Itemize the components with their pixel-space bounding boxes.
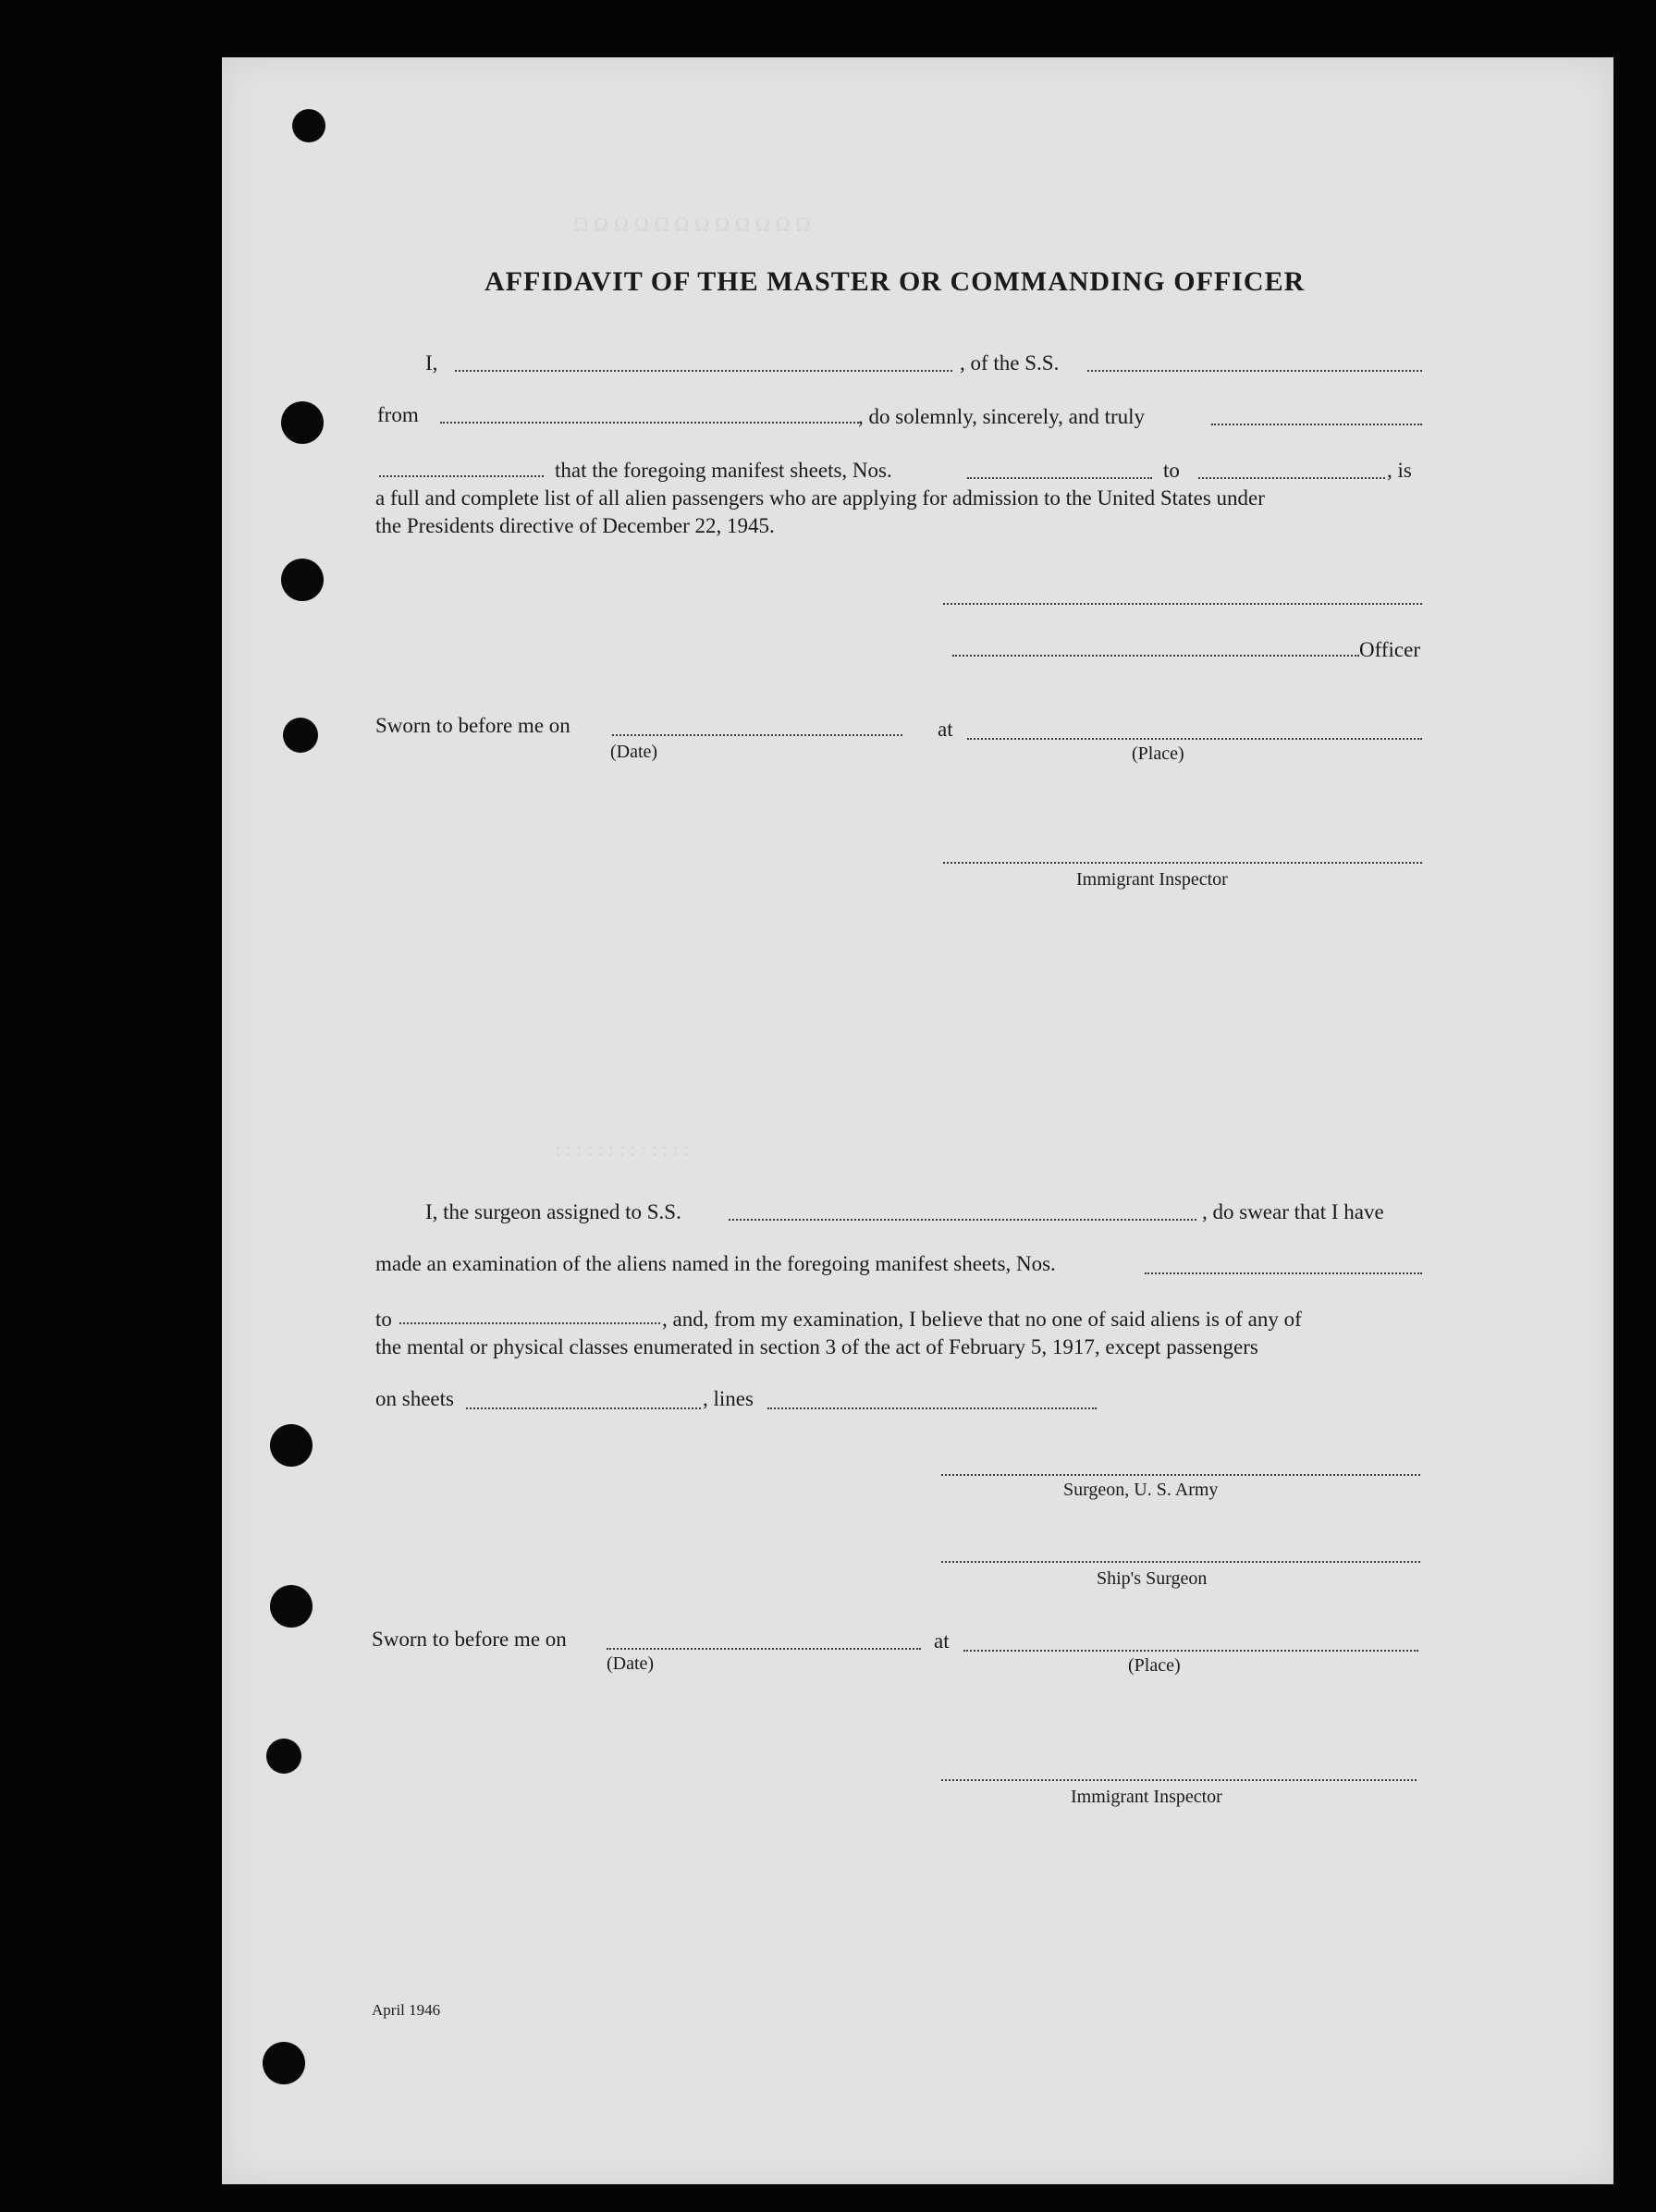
master-sworn-date-field[interactable] [612,734,902,736]
master-sheets-to-field[interactable] [1198,477,1385,479]
master-at-label: at [938,718,953,741]
surgeon-sworn-label: Sworn to before me on [372,1628,567,1651]
master-foregoing-label: that the foregoing manifest sheets, Nos. [555,459,892,482]
document-page [222,57,1613,2184]
punch-hole [292,109,325,142]
bleed-through-mark: : : : : : : : : : : : : : [555,1137,690,1161]
surgeon-body-line2: made an examination of the aliens named in the foregoing manifest sheets, Nos. [375,1252,1056,1275]
surgeon-except-lines-field[interactable] [767,1407,1097,1409]
master-body-line4: a full and complete list of all alien passengers who are applying for admission to the United States under [375,486,1265,510]
surgeon-sheets-from-field[interactable] [1145,1272,1422,1274]
master-solemnly-label: , do solemnly, sincerely, and truly [858,405,1146,428]
master-from-label: from [377,403,419,426]
punch-hole [281,559,324,601]
officer-label: Officer [1359,638,1420,661]
army-surgeon-label: Surgeon, U. S. Army [1063,1480,1219,1500]
surgeon-body-line3: , and, from my examination, I believe that no one of said aliens is of any of [662,1308,1302,1331]
surgeon-place-caption: (Place) [1128,1655,1181,1676]
punch-hole [270,1424,313,1467]
master-oath-field-cont[interactable] [379,475,544,477]
punch-hole [270,1585,313,1628]
punch-hole [281,401,324,444]
punch-hole [283,718,318,753]
surgeon-sworn-date-field[interactable] [607,1648,921,1650]
surgeon-intro-label: I, the surgeon assigned to S.S. [425,1200,681,1223]
master-signature-field[interactable] [943,603,1422,605]
army-surgeon-signature-field[interactable] [941,1474,1420,1476]
surgeon-ship-field[interactable] [729,1219,1196,1221]
surgeon-at-label: at [934,1629,950,1653]
surgeon-swear-label: , do swear that I have [1202,1200,1384,1223]
surgeon-lines-label: , lines [703,1387,754,1410]
master-i-label: I, [425,351,438,375]
affidavit-title: AFFIDAVIT OF THE MASTER OR COMMANDING OFFICER [485,266,1306,297]
ship-surgeon-signature-field[interactable] [941,1561,1420,1563]
master-ship-field[interactable] [1087,370,1422,372]
surgeon-sworn-place-field[interactable] [963,1650,1418,1652]
master-of-ss-label: , of the S.S. [960,351,1060,375]
surgeon-sheets-label: on sheets [375,1387,454,1410]
bleed-through-mark: Ω Ω Ω Ω Ω Ω Ω Ω Ω Ω Ω Ω [573,213,811,236]
master-inspector-signature-field[interactable] [943,862,1422,864]
master-body-line5: the Presidents directive of December 22, 1945. [375,514,775,537]
master-to-label: to [1163,459,1180,482]
ship-surgeon-label: Ship's Surgeon [1097,1568,1208,1589]
form-date: April 1946 [372,2001,441,2019]
surgeon-to-label: to [375,1308,392,1331]
master-place-caption: (Place) [1132,743,1184,764]
master-sworn-place-field[interactable] [967,738,1422,740]
surgeon-inspector-signature-field[interactable] [941,1779,1417,1781]
master-oath-field[interactable] [1211,424,1422,425]
master-date-caption: (Date) [610,742,658,762]
surgeon-date-caption: (Date) [607,1653,655,1674]
surgeon-sheets-to-field[interactable] [399,1322,660,1324]
master-is-label: , is [1387,459,1412,482]
master-name-field[interactable] [455,370,952,372]
punch-hole [263,2042,305,2084]
punch-hole [266,1739,301,1774]
surgeon-except-sheets-field[interactable] [466,1407,701,1409]
master-sheets-from-field[interactable] [967,477,1152,479]
master-inspector-label: Immigrant Inspector [1076,869,1228,890]
master-from-field[interactable] [440,422,862,424]
officer-signature-field[interactable] [952,655,1359,657]
surgeon-inspector-label: Immigrant Inspector [1071,1787,1222,1807]
master-sworn-label: Sworn to before me on [375,714,570,737]
surgeon-body-line4: the mental or physical classes enumerated in section 3 of the act of February 5, 1917, except passengers [375,1335,1258,1358]
